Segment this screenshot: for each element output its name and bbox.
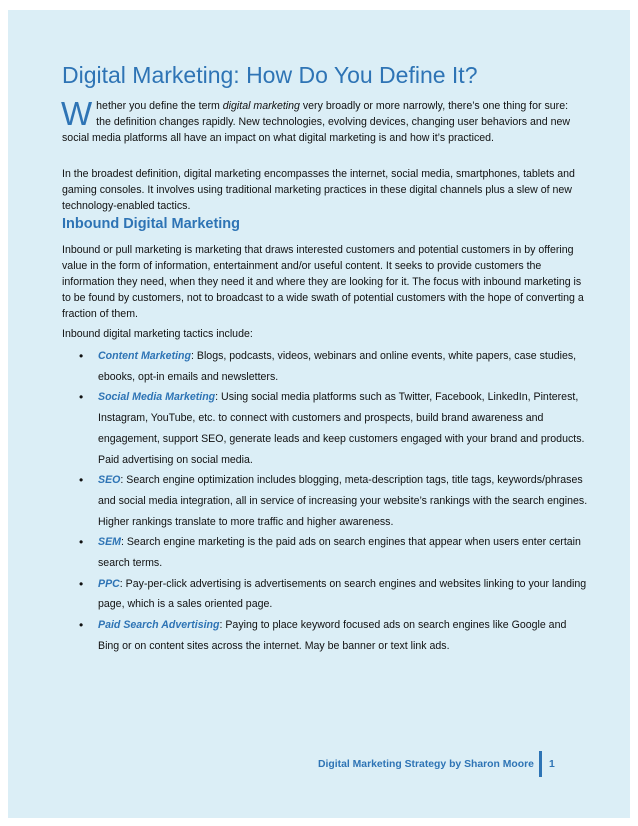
list-item (62, 346, 588, 387)
page-title: Digital Marketing: How Do You Define It? (62, 62, 478, 88)
tactic-description: : Blogs, podcasts, videos, webinars and online events, white papers, case studies, ebooks, opt-in emails and newsletters. (98, 350, 577, 383)
tactic-term: Content Marketing (98, 350, 191, 362)
bullet-icon: • (79, 473, 84, 488)
footer-divider (539, 751, 542, 777)
intro-text-before: hether you define the term (96, 100, 223, 112)
list-item (62, 470, 588, 532)
tactics-intro: Inbound digital marketing tactics include: (62, 328, 253, 340)
tactic-description: : Pay-per-click advertising is advertisements on search engines and websites linking to your landing page, which is a sales oriented page. (98, 577, 587, 611)
bullet-icon: • (79, 576, 84, 591)
list-item (62, 532, 588, 573)
intro-text-after: very broadly or more narrowly, there’s one thing for sure: the definition changes rapidly. New technologies, evolving devices, changing user behaviors and new social media platforms all have an impact on what digital marketing is and how it’s practiced. (62, 100, 571, 144)
bullet-icon: • (79, 349, 84, 363)
tactic-description: : Paying to place keyword focused ads on search engines like Google and Bing or on content sites across the internet. May be banner or text link ads. (98, 619, 567, 652)
tactic-term: SEO (98, 474, 121, 487)
tactics-list (62, 346, 588, 657)
tactic-description: : Search engine optimization includes blogging, meta-description tags, title tags, keywords/phrases and social media integration, all in service of increasing your website’s rankings with the search engines. Higher rankings translate to more traffic and higher awareness. (98, 474, 588, 528)
tactic-term: SEM (98, 536, 121, 549)
tactic-term: Paid Search Advertising (98, 619, 220, 632)
tactic-term: PPC (98, 577, 120, 590)
definition-paragraph: In the broadest definition, digital marketing encompasses the internet, social media, smartphones, tablets and gaming consoles. It involves using traditional marketing practices in these digital channels plus a slew of new technology-enabled tactics. (62, 168, 575, 212)
inbound-paragraph: Inbound or pull marketing is marketing that draws interested customers and potential customers in by offering value in the form of information, entertainment and/or useful content. It seeks to provide customers the information they need, when they need it and where they are looking for it. The focus with inbound marketing is to be found by customers, not to broadcast to a wide swath of potential customers with the hope of converting a fraction of them. (62, 244, 584, 320)
document-page (8, 10, 630, 818)
footer-text: Digital Marketing Strategy by Sharon Moore (318, 758, 534, 770)
page-number: 1 (548, 758, 555, 770)
list-item (62, 574, 588, 615)
tactic-description: : Using social media platforms such as Twitter, Facebook, LinkedIn, Pinterest, Instagram, YouTube, etc. to connect with customers and prospects, build brand awareness and engagement, support SEO, generate leads and keep customers engaged with your brand and products. Paid advertising on social media. (98, 391, 585, 466)
section-heading: Inbound Digital Marketing (62, 216, 241, 232)
list-item (62, 387, 588, 470)
bullet-icon: • (79, 535, 84, 550)
list-item (62, 615, 588, 656)
tactic-term: Social Media Marketing (98, 391, 216, 404)
tactic-description: : Search engine marketing is the paid ads on search engines that appear when users enter certain search terms. (98, 536, 581, 570)
page-footer (318, 752, 555, 776)
intro-paragraph (61, 95, 584, 146)
drop-cap: W (61, 95, 93, 132)
bullet-icon: • (79, 390, 84, 405)
intro-emphasis: digital marketing (222, 100, 300, 112)
bullet-icon: • (79, 618, 84, 633)
